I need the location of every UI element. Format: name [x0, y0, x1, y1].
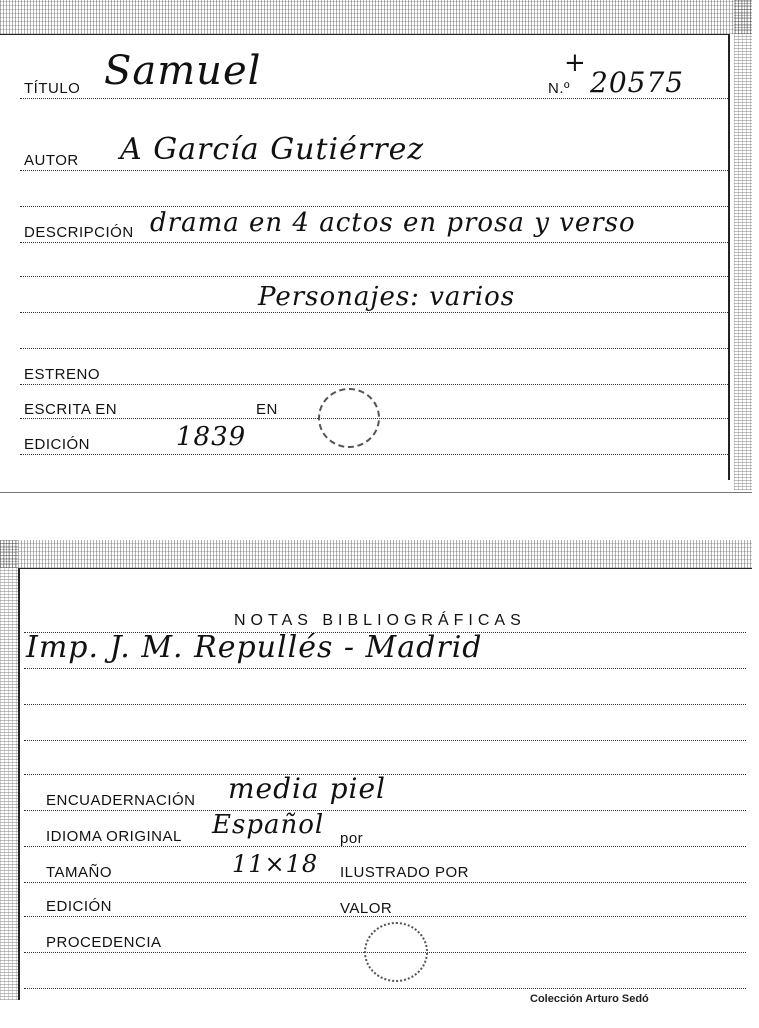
rule-line: [20, 242, 730, 243]
card-left-border: [18, 568, 20, 1000]
edicion-label: EDICIÓN: [46, 898, 113, 915]
tamano-label: TAMAÑO: [46, 864, 113, 881]
numero-mark: +: [564, 48, 587, 78]
titulo-value: Samuel: [104, 48, 262, 94]
edicion-label: EDICIÓN: [24, 436, 91, 453]
descripcion-value: drama en 4 actos en prosa y verso: [150, 208, 636, 238]
autor-value: A García Gutiérrez: [120, 132, 425, 167]
rule-line: [24, 704, 746, 705]
rule-line: [20, 206, 730, 207]
edicion-value: 1839: [176, 422, 247, 452]
card-side-texture: [734, 0, 752, 490]
notas-heading: NOTAS BIBLIOGRÁFICAS: [234, 612, 526, 629]
rule-line: [24, 668, 746, 669]
numero-value: 20575: [590, 66, 685, 99]
descripcion-value-2: Personajes: varios: [258, 282, 516, 312]
card-side-texture: [0, 540, 18, 1000]
encuadernacion-value: media piel: [228, 772, 386, 805]
collection-credit: Colección Arturo Sedó: [530, 993, 649, 1005]
rule-line: [24, 810, 746, 811]
numero-label: N.º: [548, 80, 570, 97]
rule-line: [20, 312, 730, 313]
valor-label: VALOR: [340, 900, 393, 917]
idioma-value: Español: [212, 810, 325, 840]
rule-line: [20, 276, 730, 277]
ilustrado-label: ILUSTRADO POR: [340, 864, 470, 881]
procedencia-label: PROCEDENCIA: [46, 934, 162, 951]
estreno-label: ESTRENO: [24, 366, 101, 383]
por-label: por: [340, 830, 364, 847]
escrita-en-label: ESCRITA EN: [24, 401, 118, 418]
card-edge-texture: [0, 0, 752, 34]
titulo-label: TÍTULO: [24, 80, 81, 97]
stamp-circle: [364, 922, 428, 982]
rule-line: [20, 170, 730, 171]
idioma-label: IDIOMA ORIGINAL: [46, 828, 182, 845]
page-separator: [0, 492, 752, 493]
encuadernacion-label: ENCUADERNACIÓN: [46, 792, 196, 809]
tamano-value: 11×18: [232, 850, 319, 878]
card-edge-texture: [0, 540, 752, 568]
rule-line: [20, 384, 730, 385]
rule-line: [24, 846, 746, 847]
notas-value: Imp. J. M. Repullés - Madrid: [26, 630, 483, 665]
card-top-border: [18, 568, 752, 569]
stamp-circle: [318, 388, 380, 448]
card-right-border: [728, 34, 730, 480]
bottom-catalog-card: [0, 540, 752, 1000]
rule-line: [20, 348, 730, 349]
autor-label: AUTOR: [24, 152, 79, 169]
rule-line: [20, 454, 730, 455]
rule-line: [24, 740, 746, 741]
top-catalog-card: [0, 0, 752, 490]
en-label: EN: [256, 401, 278, 418]
descripcion-label: DESCRIPCIÓN: [24, 224, 134, 241]
rule-line: [24, 882, 746, 883]
rule-line: [24, 988, 746, 989]
card-top-border: [0, 34, 730, 35]
